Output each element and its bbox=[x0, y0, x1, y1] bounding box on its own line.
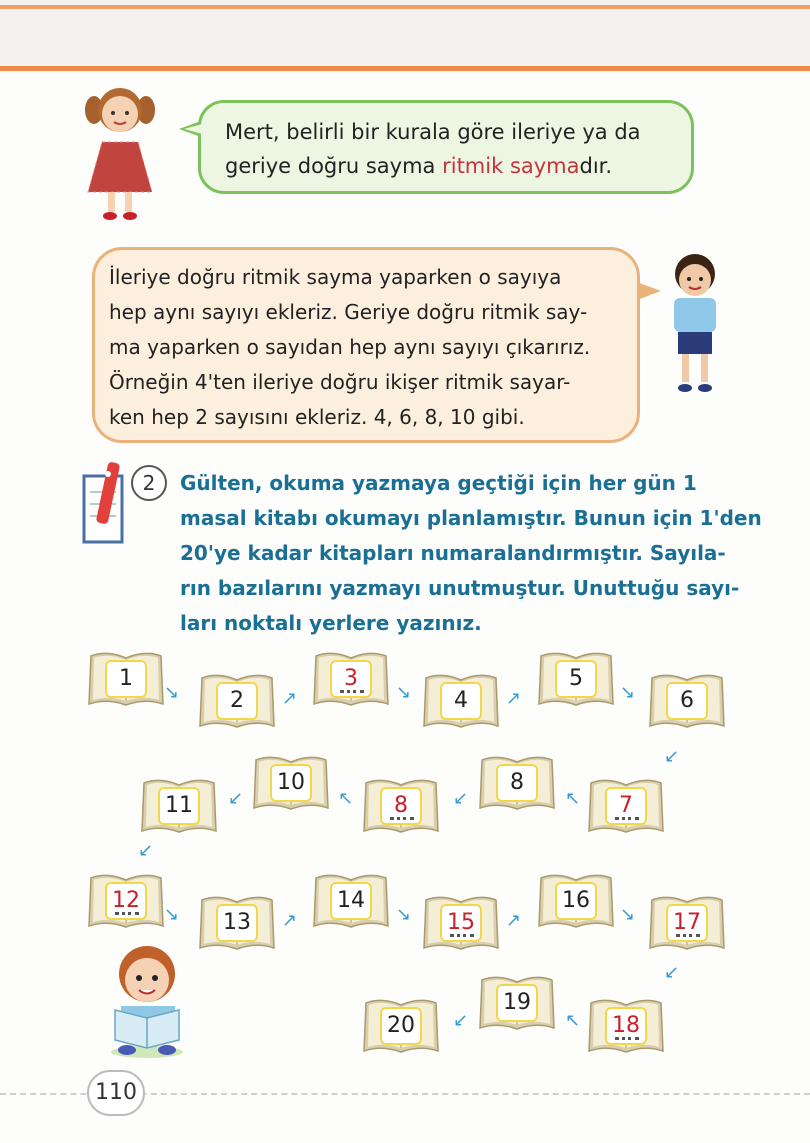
sequence-arrow-icon: ↙ bbox=[453, 1010, 469, 1031]
header-rule-top bbox=[0, 5, 810, 9]
book-5 bbox=[537, 648, 615, 708]
info-bubble bbox=[92, 247, 640, 443]
book-number: 8 bbox=[496, 764, 538, 802]
book-19 bbox=[478, 972, 556, 1032]
question-number: 2 bbox=[131, 465, 167, 501]
filled-answer[interactable]: 17 bbox=[666, 904, 708, 942]
question-line: ları noktalı yerlere yazınız. bbox=[180, 611, 482, 635]
book-9 bbox=[362, 775, 440, 835]
book-6 bbox=[648, 670, 726, 730]
book-3 bbox=[312, 648, 390, 708]
book-14 bbox=[312, 870, 390, 930]
sequence-arrow-icon: ↘ bbox=[164, 682, 180, 703]
pencil-notepad-icon bbox=[80, 458, 130, 550]
filled-answer[interactable]: 15 bbox=[440, 904, 482, 942]
book-number: 10 bbox=[270, 764, 312, 802]
sequence-arrow-icon: ↘ bbox=[164, 904, 180, 925]
sequence-arrow-icon: ↖ bbox=[565, 788, 581, 809]
book-4 bbox=[422, 670, 500, 730]
info-line: ken hep 2 sayısını ekleriz. 4, 6, 8, 10 gibi. bbox=[109, 405, 525, 429]
sequence-arrow-icon: ↗ bbox=[506, 910, 522, 931]
speech-line-1: Mert, belirli bir kurala göre ileriye ya da bbox=[225, 120, 641, 144]
filled-answer[interactable]: 7 bbox=[605, 787, 647, 825]
book-number: 16 bbox=[555, 882, 597, 920]
sequence-arrow-icon: ↗ bbox=[282, 910, 298, 931]
book-20 bbox=[362, 995, 440, 1055]
dotted-answer-line bbox=[615, 1037, 639, 1040]
dotted-answer-line bbox=[676, 934, 700, 937]
girl-illustration bbox=[80, 80, 160, 230]
info-text bbox=[109, 260, 590, 435]
book-16 bbox=[537, 870, 615, 930]
book-15 bbox=[422, 892, 500, 952]
filled-answer[interactable]: 8 bbox=[380, 787, 422, 825]
question-line: masal kitabı okumayı planlamıştır. Bunun için 1'den bbox=[180, 506, 762, 530]
sequence-arrow-icon: ↖ bbox=[565, 1010, 581, 1031]
page-number: 110 bbox=[87, 1070, 145, 1116]
dotted-answer-line bbox=[615, 817, 639, 820]
sequence-arrow-icon: ↙ bbox=[138, 840, 154, 861]
dotted-answer-line bbox=[340, 690, 364, 693]
book-number: 6 bbox=[666, 682, 708, 720]
book-number: 20 bbox=[380, 1007, 422, 1045]
header-band bbox=[0, 0, 810, 72]
info-line: hep aynı sayıyı ekleriz. Geriye doğru ritmik say- bbox=[109, 300, 588, 324]
speech-bubble bbox=[198, 100, 694, 194]
book-13 bbox=[198, 892, 276, 952]
book-7 bbox=[587, 775, 665, 835]
book-number: 11 bbox=[158, 787, 200, 825]
sequence-arrow-icon: ↘ bbox=[396, 904, 412, 925]
book-11 bbox=[140, 775, 218, 835]
info-line: ma yaparken o sayıdan hep aynı sayıyı çıkarırız. bbox=[109, 335, 591, 359]
question-line: Gülten, okuma yazmaya geçtiği için her gün 1 bbox=[180, 471, 697, 495]
book-number: 5 bbox=[555, 660, 597, 698]
sequence-arrow-icon: ↙ bbox=[228, 788, 244, 809]
book-number: 4 bbox=[440, 682, 482, 720]
info-line: Örneğin 4'ten ileriye doğru ikişer ritmik sayar- bbox=[109, 370, 571, 394]
sequence-arrow-icon: ↙ bbox=[664, 962, 680, 983]
book-17 bbox=[648, 892, 726, 952]
book-8 bbox=[478, 752, 556, 812]
sequence-arrow-icon: ↘ bbox=[620, 682, 636, 703]
dotted-answer-line bbox=[115, 912, 139, 915]
info-line: İleriye doğru ritmik sayma yaparken o sayıya bbox=[109, 265, 562, 289]
reading-girl-illustration bbox=[105, 940, 190, 1060]
question-line: rın bazılarını yazmayı unutmuştur. Unuttuğu sayı- bbox=[180, 576, 740, 600]
dotted-answer-line bbox=[390, 817, 414, 820]
sequence-arrow-icon: ↘ bbox=[620, 904, 636, 925]
book-18 bbox=[587, 995, 665, 1055]
book-number: 13 bbox=[216, 904, 258, 942]
book-number: 1 bbox=[105, 660, 147, 698]
dotted-answer-line bbox=[450, 934, 474, 937]
book-1 bbox=[87, 648, 165, 708]
book-12 bbox=[87, 870, 165, 930]
question-line: 20'ye kadar kitapları numaralandırmıştır. Sayıla- bbox=[180, 541, 726, 565]
keyword-ritmik-sayma: ritmik sayma bbox=[442, 154, 580, 178]
boy-illustration bbox=[660, 250, 730, 400]
sequence-arrow-icon: ↗ bbox=[506, 688, 522, 709]
sequence-arrow-icon: ↙ bbox=[664, 746, 680, 767]
header-rule-bottom bbox=[0, 66, 810, 71]
sequence-arrow-icon: ↙ bbox=[453, 788, 469, 809]
sequence-arrow-icon: ↖ bbox=[338, 788, 354, 809]
filled-answer[interactable]: 12 bbox=[105, 882, 147, 920]
filled-answer[interactable]: 3 bbox=[330, 660, 372, 698]
speech-line-2: geriye doğru sayma ritmik saymadır. bbox=[225, 154, 613, 178]
speech-text bbox=[225, 115, 641, 183]
filled-answer[interactable]: 18 bbox=[605, 1007, 647, 1045]
book-number: 14 bbox=[330, 882, 372, 920]
question-text bbox=[180, 466, 780, 641]
book-10 bbox=[252, 752, 330, 812]
book-number: 2 bbox=[216, 682, 258, 720]
book-2 bbox=[198, 670, 276, 730]
sequence-arrow-icon: ↘ bbox=[396, 682, 412, 703]
sequence-arrow-icon: ↗ bbox=[282, 688, 298, 709]
book-number: 19 bbox=[496, 984, 538, 1022]
